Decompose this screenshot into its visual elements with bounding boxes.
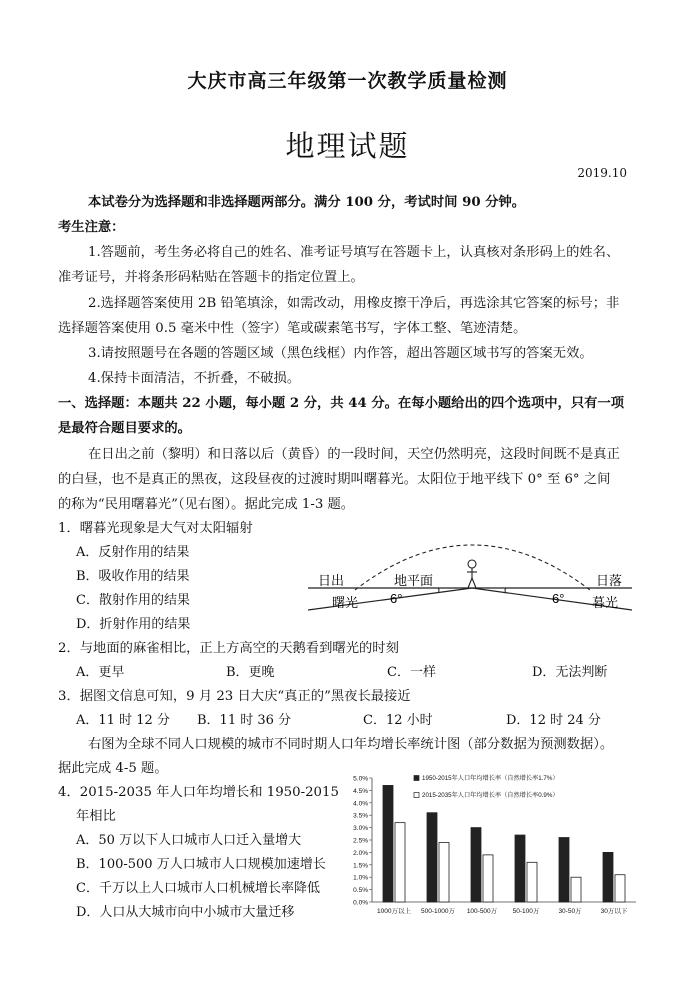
legend-swatch bbox=[414, 793, 419, 798]
label-dusk: 暮光 bbox=[592, 595, 619, 610]
school-title: 大庆市高三年级第一次教学质量检测 bbox=[187, 70, 508, 92]
exam-date: 2019.10 bbox=[577, 166, 627, 180]
q2-option-a: A．更早 bbox=[76, 665, 125, 680]
q4-option-c: C．千万以上人口城市人口机械增长率降低 bbox=[76, 881, 320, 896]
exam-title: 地理试题 bbox=[285, 129, 410, 163]
section1-heading-line1: 一、选择题：本题共 22 小题，每小题 2 分，共 44 分。在每小题给出的四个选项中，只有一项 bbox=[58, 396, 625, 411]
q1-option-b: B．吸收作用的结果 bbox=[76, 569, 190, 584]
y-tick-label: 5.0% bbox=[353, 775, 368, 783]
angle-arc-right bbox=[505, 588, 506, 593]
q4-option-d: D．人口从大城市向中小城市大量迁移 bbox=[76, 905, 295, 920]
passage1-line3: 的称为“民用曙暮光”（见右图）。据此完成 1-3 题。 bbox=[58, 497, 355, 512]
passage2-line2: 据此完成 4-5 题。 bbox=[58, 761, 168, 776]
bar bbox=[615, 875, 625, 902]
q4-option-b: B．100-500 万人口城市人口规模加速增长 bbox=[76, 857, 326, 872]
legend-label: 2015-2035年人口年均增长率（自然增长率0.9%） bbox=[422, 792, 559, 799]
label-sunrise: 日出 bbox=[318, 573, 345, 588]
bar bbox=[571, 877, 581, 902]
x-tick-label: 30-50万 bbox=[558, 908, 582, 915]
bar bbox=[471, 828, 481, 902]
q4-option-a: A．50 万以下人口城市人口迁入量增大 bbox=[76, 833, 302, 848]
x-tick-label: 30万以下 bbox=[600, 908, 628, 915]
q2-option-d: D．无法判断 bbox=[532, 665, 608, 680]
label-dawn: 曙光 bbox=[332, 595, 359, 610]
intro-text: 本试卷分为选择题和非选择题两部分。满分 100 分，考试时间 90 分钟。 bbox=[88, 195, 526, 210]
q1-option-a: A．反射作用的结果 bbox=[76, 545, 190, 560]
q3-option-b: B．11 时 36 分 bbox=[197, 713, 292, 728]
twilight-diagram bbox=[300, 528, 640, 620]
y-tick-label: 0.0% bbox=[353, 899, 368, 907]
person-icon bbox=[467, 560, 477, 588]
population-growth-chart bbox=[338, 772, 640, 920]
section1-heading-line2: 是最符合题目要求的。 bbox=[58, 421, 191, 436]
bar bbox=[439, 842, 449, 902]
q3-option-d: D．12 时 24 分 bbox=[506, 713, 601, 728]
x-tick-label: 50-100万 bbox=[512, 908, 540, 915]
bar bbox=[527, 862, 537, 902]
q2-option-c: C．一样 bbox=[387, 665, 436, 680]
y-tick-label: 1.0% bbox=[353, 874, 368, 882]
bar bbox=[383, 785, 393, 902]
y-tick-label: 4.0% bbox=[353, 800, 368, 808]
bar bbox=[559, 838, 569, 902]
q2-stem: 2．与地面的麻雀相比，正上方高空的天鹅看到曙光的时刻 bbox=[58, 641, 399, 656]
notice-item2-line1: 2.选择题答案使用 2B 铅笔填涂，如需改动，用橡皮擦干净后，再选涂其它答案的标号；非 bbox=[88, 296, 620, 311]
bar bbox=[427, 813, 437, 902]
label-sunset: 日落 bbox=[596, 573, 623, 588]
legend-swatch bbox=[414, 776, 419, 781]
bar bbox=[603, 852, 613, 902]
y-tick-label: 3.0% bbox=[353, 825, 368, 833]
bar bbox=[395, 823, 405, 902]
bar bbox=[483, 855, 493, 902]
q2-option-b: B．更晚 bbox=[226, 665, 275, 680]
notice-item1-line1: 1.答题前，考生务必将自己的姓名、准考证号填写在答题卡上，认真核对条形码上的姓名、 bbox=[88, 245, 620, 260]
notice-item2-line2: 选择题答案使用 0.5 毫米中性（签字）笔或碳素笔书写，字体工整、笔迹清楚。 bbox=[58, 321, 527, 336]
q1-option-d: D．折射作用的结果 bbox=[76, 617, 191, 632]
label-angle-left: 6° bbox=[390, 591, 403, 606]
q4-stem-line1: 4．2015-2035 年人口年均增长和 1950-2015 bbox=[58, 785, 339, 800]
notice-item3: 3.请按照题号在各题的答题区域（黑色线框）内作答，超出答题区域书写的答案无效。 bbox=[88, 346, 593, 361]
y-tick-label: 4.5% bbox=[353, 787, 368, 795]
bar bbox=[515, 835, 525, 902]
q4-stem-line2: 年相比 bbox=[76, 809, 116, 824]
y-tick-label: 1.5% bbox=[353, 862, 368, 870]
label-angle-right: 6° bbox=[552, 591, 565, 606]
notice-heading: 考生注意： bbox=[58, 220, 125, 235]
y-tick-label: 2.5% bbox=[353, 837, 368, 845]
y-tick-label: 0.5% bbox=[353, 887, 368, 895]
q1-stem: 1．曙暮光现象是大气对太阳辐射 bbox=[58, 521, 253, 536]
notice-item1-line2: 准考证号，并将条形码粘贴在答题卡的指定位置上。 bbox=[58, 270, 364, 285]
passage1-line2: 的白昼，也不是真正的黑夜，这段昼夜的过渡时期叫曙暮光。太阳位于地平线下 0° 至 6° 之间 bbox=[58, 472, 611, 487]
passage1-line1: 在日出之前（黎明）和日落以后（黄昏）的一段时间，天空仍然明亮，这段时间既不是真正 bbox=[88, 447, 620, 462]
q3-option-a: A．11 时 12 分 bbox=[76, 713, 170, 728]
q3-stem: 3．据图文信息可知，9 月 23 日大庆“真正的”黑夜长最接近 bbox=[58, 689, 411, 704]
label-horizon: 地平面 bbox=[394, 573, 434, 588]
notice-item4: 4.保持卡面清洁，不折叠，不破损。 bbox=[88, 371, 301, 386]
angle-arc-left bbox=[438, 588, 439, 593]
q1-option-c: C．散射作用的结果 bbox=[76, 593, 190, 608]
x-tick-label: 100-500万 bbox=[466, 908, 498, 915]
y-tick-label: 2.0% bbox=[353, 849, 368, 857]
passage2-line1: 右图为全球不同人口规模的城市不同时期人口年均增长率统计图（部分数据为预测数据）。 bbox=[88, 737, 614, 752]
q3-option-c: C．12 小时 bbox=[363, 713, 433, 728]
y-tick-label: 3.5% bbox=[353, 812, 368, 820]
legend-label: 1950-2015年人口年均增长率（自然增长率1.7%） bbox=[422, 775, 559, 782]
x-tick-label: 1000万以上 bbox=[377, 908, 411, 915]
x-tick-label: 500-1000万 bbox=[421, 908, 455, 915]
